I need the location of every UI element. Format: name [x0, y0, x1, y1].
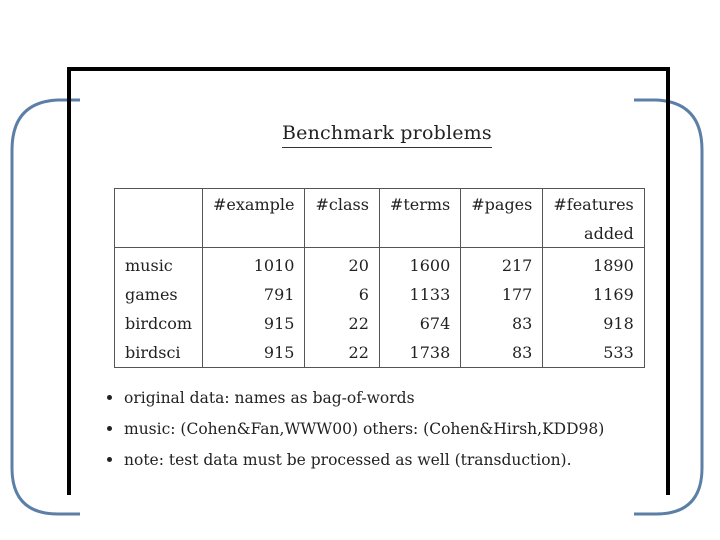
bullet-dot-icon: [107, 457, 112, 462]
cell-features: 1890: [543, 248, 644, 281]
table-corner-cell: [115, 189, 203, 220]
cell-terms: 674: [379, 309, 460, 338]
cell-terms: 1133: [379, 280, 460, 309]
bullet-text: music: (Cohen&Fan,WWW00) others: (Cohen&Hirsh,KDD98): [124, 420, 605, 438]
cell-class: 22: [305, 338, 379, 368]
header-class: #class: [305, 189, 379, 220]
bullet-text: original data: names as bag-of-words: [124, 389, 415, 407]
bullet-dot-icon: [107, 395, 112, 400]
cell-class: 22: [305, 309, 379, 338]
header-example: #example: [203, 189, 305, 220]
table-row: [115, 248, 645, 281]
slide-frame-right: [666, 67, 670, 495]
slide-frame-top: [67, 67, 670, 71]
benchmark-table: [114, 188, 645, 368]
table-row: [115, 309, 645, 338]
row-name: games: [115, 280, 203, 309]
header-features-added: added: [543, 219, 644, 248]
cell-features: 918: [543, 309, 644, 338]
bullet-dot-icon: [107, 426, 112, 431]
cell-example: 791: [203, 280, 305, 309]
bullet-item: [104, 417, 604, 448]
cell-class: 20: [305, 248, 379, 281]
header-terms: #terms: [379, 189, 460, 220]
bullet-list: [104, 386, 604, 479]
header-pages: #pages: [461, 189, 543, 220]
cell-features: 533: [543, 338, 644, 368]
cell-example: 915: [203, 338, 305, 368]
cell-features: 1169: [543, 280, 644, 309]
slide-title: Benchmark problems: [282, 122, 492, 148]
bullet-text: note: test data must be processed as well (transduction).: [124, 451, 572, 469]
row-name: birdsci: [115, 338, 203, 368]
cell-terms: 1738: [379, 338, 460, 368]
cell-example: 915: [203, 309, 305, 338]
cell-class: 6: [305, 280, 379, 309]
bullet-item: [104, 448, 604, 479]
table-header-row: [115, 189, 645, 220]
cell-pages: 177: [461, 280, 543, 309]
cell-example: 1010: [203, 248, 305, 281]
cell-pages: 83: [461, 338, 543, 368]
table-row: [115, 338, 645, 368]
cell-pages: 83: [461, 309, 543, 338]
table-header-row-2: [115, 219, 645, 248]
bullet-item: [104, 386, 604, 417]
table-row: [115, 280, 645, 309]
header-features: #features: [543, 189, 644, 220]
cell-pages: 217: [461, 248, 543, 281]
cell-terms: 1600: [379, 248, 460, 281]
slide-frame-left: [67, 67, 71, 495]
row-name: music: [115, 248, 203, 281]
row-name: birdcom: [115, 309, 203, 338]
